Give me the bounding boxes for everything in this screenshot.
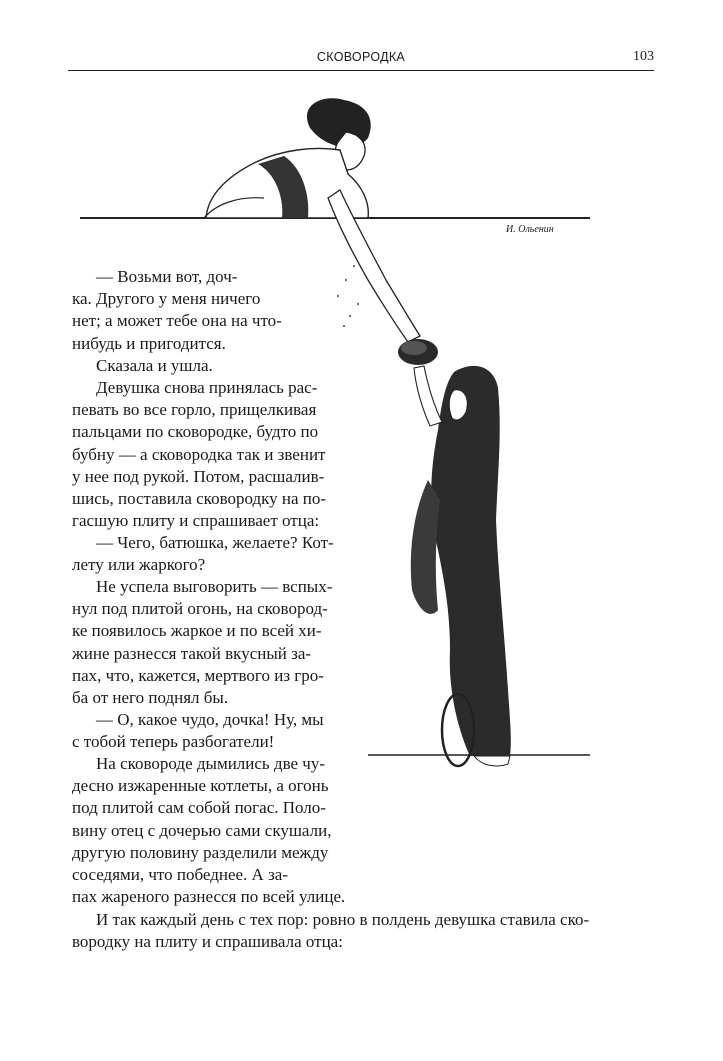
paragraph-7 [72, 753, 372, 908]
paragraph-4 [72, 532, 372, 576]
text-line: — О, какое чудо, дочка! Ну, мы [96, 710, 324, 729]
text-line: — Возьми вот, доч- [96, 267, 238, 286]
text-line: пах жареного разнесся по всей улице. [72, 887, 346, 907]
text-line: шись, поставила сковородку на по- [72, 489, 327, 509]
paragraph-5 [72, 576, 372, 709]
text-line: Сказала и ушла. [96, 356, 213, 375]
text-line: На сковороде дымились две чу- [96, 754, 326, 773]
text-line: И так каждый день с тех пор: ровно в полдень девушка ставила ско- [96, 910, 590, 929]
text-line: лету или жаркого? [72, 555, 206, 575]
paragraph-3 [72, 377, 372, 532]
text-line: ка. Другого у меня ничего [72, 289, 261, 309]
text-line: певать во все горло, прищелкивая [72, 400, 317, 420]
text-line: бубну — а сковородка так и звенит [72, 444, 326, 464]
text-line: Девушка снова принялась рас- [96, 378, 318, 397]
text-line: Не успела выговорить — вспых- [96, 577, 333, 596]
text-line: соседями, что победнее. А за- [72, 865, 289, 885]
text-line: нибудь и пригодится. [72, 333, 226, 353]
text-line: под плитой сам собой погас. Поло- [72, 798, 326, 818]
text-line: вину отец с дочерью сами скушали, [72, 820, 332, 840]
text-line: с тобой теперь разбогатели! [72, 732, 275, 752]
text-line: другую половину разделили между [72, 842, 329, 862]
text-line: ке появилось жаркое и по всей хи- [72, 621, 322, 641]
text-line: гасшую плиту и спрашивает отца: [72, 511, 320, 531]
text-line: пах, что, кажется, мертвого из гро- [72, 665, 324, 685]
text-line: десно изжаренные котлеты, а огонь [72, 776, 329, 796]
svg-text:И. Ольенин: И. Ольенин [506, 224, 554, 235]
paragraph-8 [72, 909, 654, 953]
running-title: СКОВОРОДКА [316, 50, 406, 64]
page-number: 103 [633, 49, 654, 64]
text-line: жине разнесся такой вкусный за- [72, 643, 312, 663]
text-line: — Чего, батюшка, желаете? Кот- [96, 533, 334, 552]
paragraph-1 [72, 266, 372, 355]
text-line: у нее под рукой. Потом, расшалив- [72, 466, 325, 486]
text-line: ба от него поднял бы. [72, 688, 229, 708]
text-line: нет; а может тебе она на что- [72, 311, 282, 331]
paragraph-6 [72, 709, 372, 753]
text-line: нул под плитой огонь, на сковород- [72, 599, 328, 619]
paragraph-2 [72, 355, 372, 377]
running-header [68, 50, 654, 70]
text-line: пальцами по сковородке, будто по [72, 422, 319, 442]
header-rule [68, 70, 654, 71]
text-line: вородку на плиту и спрашивала отца: [72, 932, 343, 952]
